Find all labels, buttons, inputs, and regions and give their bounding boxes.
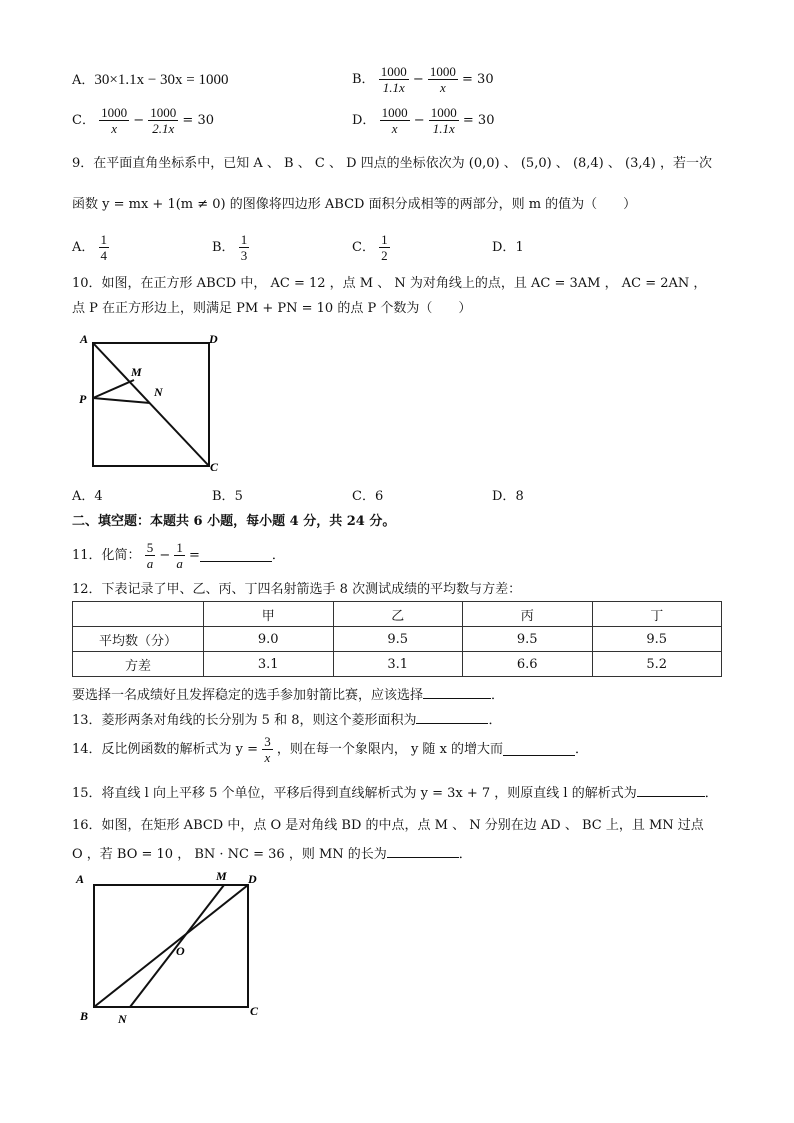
label-c: C	[250, 1004, 259, 1018]
q8-option-c: C． $\frac{1000}{x}$ − $\frac{1000}{2.1x}$ = 30	[72, 105, 214, 136]
q10-figure	[72, 328, 232, 478]
label-d: D	[209, 332, 218, 346]
q16-line1: 16．如图，在矩形 ABCD 中，点 O 是对角线 BD 的中点，点 M 、 N 分别在边 AD 、 BC 上，且 MN 过点	[72, 818, 704, 833]
table-cell: 甲	[204, 602, 334, 627]
table-cell: 9.5	[333, 627, 463, 652]
q10-option-a: A．4	[72, 489, 103, 504]
table-cell: 平均数（分）	[73, 627, 204, 652]
label-a: A	[80, 332, 89, 346]
table-cell: 5.2	[592, 652, 722, 677]
q11: 11．化简： $\frac{5}{a}$ − $\frac{1}{a}$ = ．	[72, 540, 285, 571]
q8-option-b: B． $\frac{1000}{1.1x}$ − $\frac{1000}{x}$ = 30	[352, 64, 494, 95]
table-row	[73, 627, 722, 652]
table-cell: 9.0	[204, 627, 334, 652]
label-c: C	[210, 460, 219, 474]
q15: 15．将直线 l 向上平移 5 个单位，平移后得到直线解析式为 y = 3x + 7 ，则原直线 l 的解析式为 ．	[72, 786, 718, 801]
q9-option-a: A． $\frac{1}{4}$	[72, 232, 108, 263]
label-d: D	[248, 872, 257, 886]
segment-pn	[93, 398, 150, 403]
table-cell: 3.1	[204, 652, 334, 677]
section-title: 二、填空题：本题共 6 小题，每小题 4 分，共 24 分。	[72, 514, 396, 529]
q10-line2: 点 P 在正方形边上，则满足 PM + PN = 10 的点 P 个数为（ ）	[72, 301, 472, 316]
table-cell	[73, 602, 204, 627]
q16-figure	[72, 865, 272, 1030]
label-n: N	[154, 385, 163, 399]
label-b: B	[80, 1009, 89, 1023]
q13-answer-blank[interactable]	[416, 711, 488, 724]
q12-answer-blank[interactable]	[423, 686, 491, 699]
label-n: N	[118, 1012, 127, 1026]
table-cell: 丙	[463, 602, 593, 627]
table-row	[73, 652, 722, 677]
label-a: A	[76, 872, 85, 886]
q12-table	[72, 601, 722, 677]
table-cell: 乙	[333, 602, 463, 627]
label-p: P	[79, 392, 87, 406]
q9-line2: 函数 y = mx + 1(m ≠ 0) 的图像将四边形 ABCD 面积分成相等的两部分，则 m 的值为（ ）	[72, 197, 637, 212]
segment-pm	[93, 380, 134, 398]
q8-option-d: D． $\frac{1000}{x}$ − $\frac{1000}{1.1x}$ = 30	[352, 105, 495, 136]
diagonal-bd	[94, 885, 248, 1007]
q8-option-a: A．30×1.1x − 30x = 1000	[72, 72, 229, 88]
q10-line1: 10．如图，在正方形 ABCD 中， AC = 12 ，点 M 、 N 为对角线上的点，且 AC = 3AM ， AC = 2AN ，	[72, 276, 707, 291]
table-cell: 丁	[592, 602, 722, 627]
table-cell: 9.5	[463, 627, 593, 652]
q12-after: 要选择一名成绩好且发挥稳定的选手参加射箭比赛，应该选择 ．	[72, 688, 505, 703]
q11-answer-blank[interactable]	[200, 549, 272, 562]
table-cell: 3.1	[333, 652, 463, 677]
table-cell: 9.5	[592, 627, 722, 652]
diagonal-ac	[93, 343, 209, 466]
q15-answer-blank[interactable]	[637, 784, 705, 797]
q10-option-c: C．6	[352, 489, 384, 504]
q9-option-b: B． $\frac{1}{3}$	[212, 232, 248, 263]
table-cell: 方差	[73, 652, 204, 677]
q9-line1: 9．在平面直角坐标系中，已知 A 、 B 、 C 、 D 四点的坐标依次为 (0,0) 、 (5,0) 、 (8,4) 、 (3,4) ，若一次	[72, 156, 712, 171]
q14: 14．反比例函数的解析式为 y = $\frac{3}{x}$ ，则在每一个象限内， y 随 x 的增大而 ．	[72, 734, 589, 765]
q10-option-d: D．8	[492, 489, 524, 504]
q16-line2: O ，若 BO = 10 ， BN · NC = 36 ，则 MN 的长为 ．	[72, 847, 472, 862]
q14-answer-blank[interactable]	[503, 743, 575, 756]
q10-option-b: B．5	[212, 489, 243, 504]
q16-answer-blank[interactable]	[387, 845, 459, 858]
label-o: O	[176, 944, 185, 958]
q9-option-d: D．1	[492, 240, 524, 255]
q13: 13．菱形两条对角线的长分别为 5 和 8，则这个菱形面积为 ．	[72, 713, 502, 728]
table-header-row	[73, 602, 722, 627]
q9-option-c: C． $\frac{1}{2}$	[352, 232, 388, 263]
q12-intro: 12．下表记录了甲、乙、丙、丁四名射箭选手 8 次测试成绩的平均数与方差：	[72, 582, 522, 597]
label-m: M	[131, 365, 142, 379]
label-m: M	[216, 869, 227, 883]
table-cell: 6.6	[463, 652, 593, 677]
